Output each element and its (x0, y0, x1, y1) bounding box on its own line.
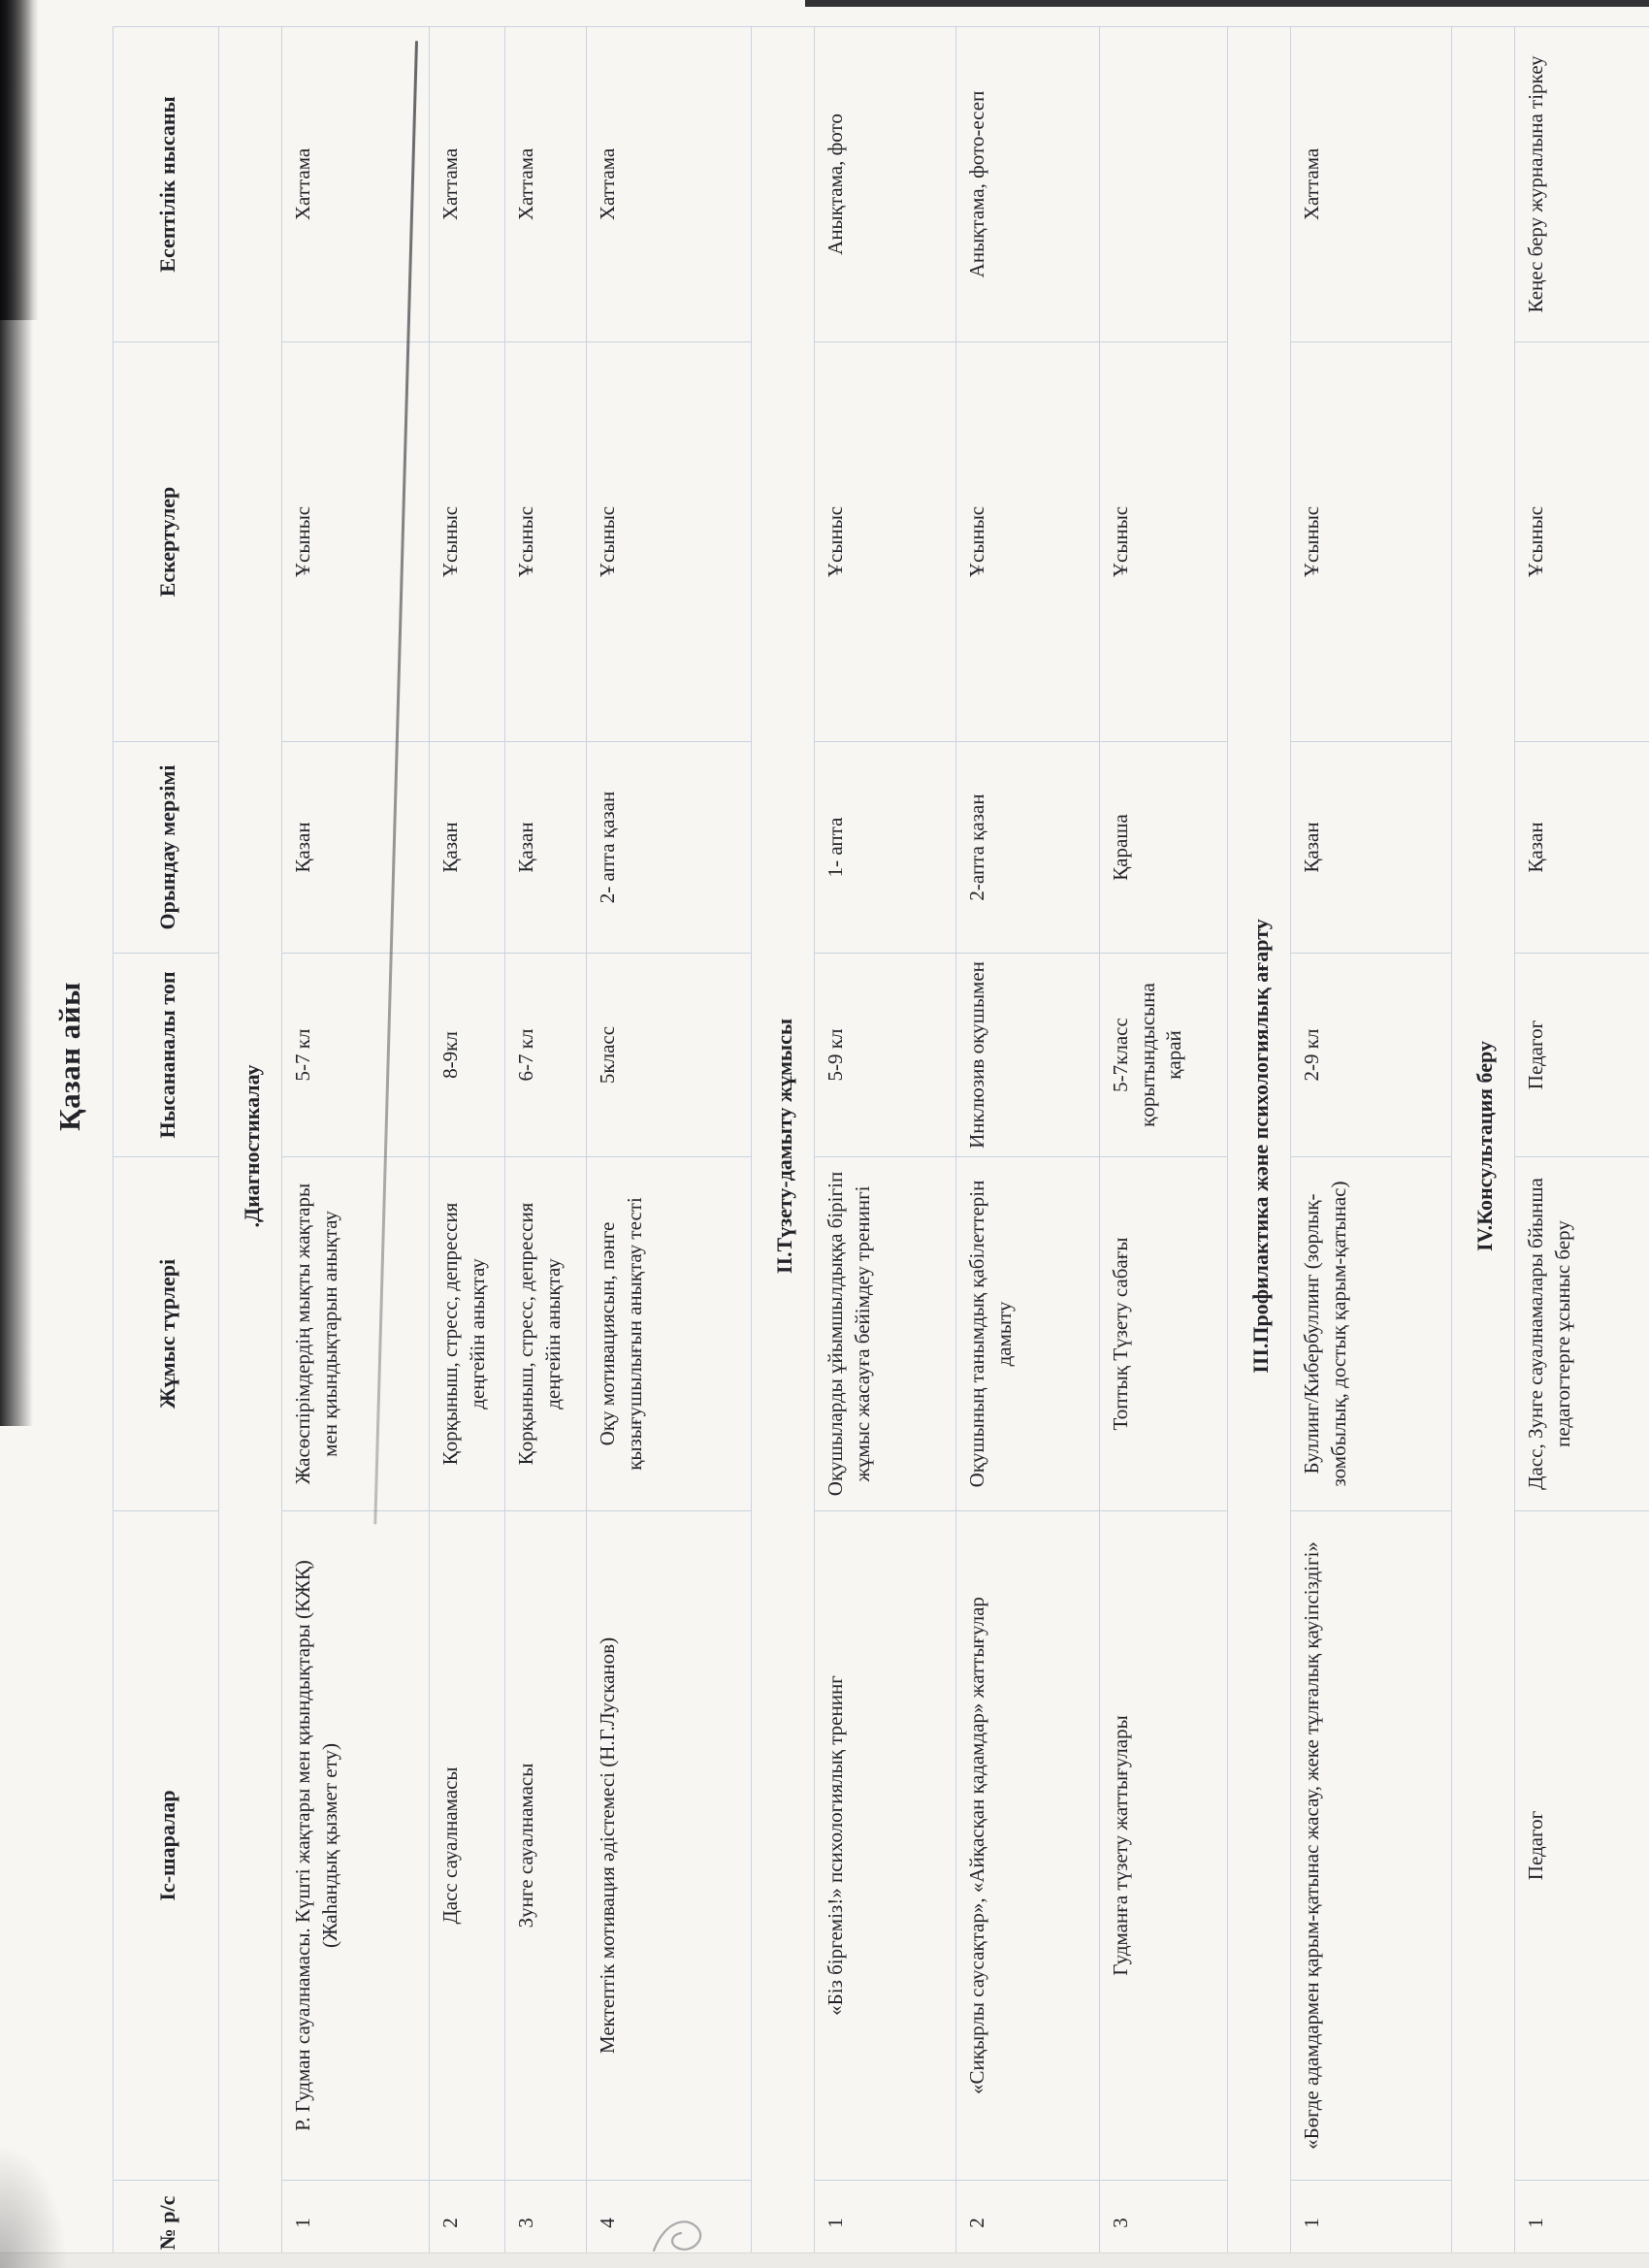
report-form-cell: Анықтама, фото-есеп (956, 27, 1100, 342)
term-cell: Қазан (282, 742, 430, 954)
column-header: Ескертулер (113, 342, 219, 742)
row-number-cell: 2 (430, 2181, 505, 2266)
target-group-cell: 8-9кл (430, 954, 505, 1157)
notes-cell: Ұсыныс (1291, 342, 1452, 742)
report-form-cell: Анықтама, фото (815, 27, 956, 342)
report-form-cell: Кеңес беру журналына тіркеу (1515, 27, 1649, 342)
column-header: Жұмыс түрлері (113, 1157, 219, 1511)
target-group-cell: 2-9 кл (1291, 954, 1452, 1157)
table-row (1291, 27, 1452, 2266)
work-type-cell: Оқу мотивациясын, пәнге қызығушылығын анықтау тесті (587, 1157, 752, 1511)
work-type-cell: Топтық Түзету сабағы (1100, 1157, 1228, 1511)
row-number-cell: 4 (587, 2181, 752, 2266)
work-type-cell: Дасс, Зунге сауалнамалары бйынша педагогтерге ұсыныс беру (1515, 1157, 1649, 1511)
term-cell: 1- апта (815, 742, 956, 954)
column-header: Іс-шаралар (113, 1511, 219, 2181)
table-row (587, 27, 752, 2266)
event-cell: Мектептік мотивация әдістемесі (Н.Г.Лусканов) (587, 1511, 752, 2181)
target-group-cell: Педагог (1515, 954, 1649, 1157)
target-group-cell: 5-9 кл (815, 954, 956, 1157)
notes-cell: Ұсыныс (430, 342, 505, 742)
column-header: Орындау мерзімі (113, 742, 219, 954)
section-header: .Диагностикалау (219, 27, 282, 2266)
work-type-cell: Жасөспірімдердің мықты жақтары мен қиындықтарын анықтау (282, 1157, 430, 1511)
row-number-cell: 3 (505, 2181, 587, 2266)
table-row (1100, 27, 1228, 2266)
section-row (752, 27, 815, 2266)
row-number-cell: 3 (1100, 2181, 1228, 2266)
row-number-cell: 1 (1291, 2181, 1452, 2266)
target-group-cell: Инклюзив оқушымен (956, 954, 1100, 1157)
table-header-row (113, 27, 219, 2266)
event-cell: Дасс сауалнамасы (430, 1511, 505, 2181)
column-header: Нысананалы топ (113, 954, 219, 1157)
section-header: III.Профилактика және психологиялық ағарту (1228, 27, 1291, 2266)
term-cell: 2- апта қазан (587, 742, 752, 954)
section-row (219, 27, 282, 2266)
term-cell: Қазан (505, 742, 587, 954)
table-row (505, 27, 587, 2266)
event-cell: «Сиқырлы саусақтар», «Айқасқан қадамдар» жаттығулар (956, 1511, 1100, 2181)
event-cell: «Біз біргеміз!» психологиялық тренинг (815, 1511, 956, 2181)
work-type-cell: Оқушыларды ұйымшылдыққа бірігіп жұмыс жасауға бейімдеу тренингі (815, 1157, 956, 1511)
table-row (815, 27, 956, 2266)
report-form-cell: Хаттама (587, 27, 752, 342)
report-form-cell: Хаттама (430, 27, 505, 342)
report-form-cell: Хаттама (282, 27, 430, 342)
target-group-cell: 5-7класс қорытындысына қарай (1100, 954, 1228, 1157)
table-row (956, 27, 1100, 2266)
row-number-cell: 1 (815, 2181, 956, 2266)
column-header: № р/с (113, 2181, 219, 2266)
notes-cell: Ұсыныс (1515, 342, 1649, 742)
table-row (1515, 27, 1649, 2266)
event-cell: Педагог (1515, 1511, 1649, 2181)
report-form-cell (1100, 27, 1228, 342)
term-cell: Қазан (1515, 742, 1649, 954)
table-row (430, 27, 505, 2266)
section-row (1452, 27, 1515, 2266)
report-form-cell: Хаттама (1291, 27, 1452, 342)
event-cell: Гудманға түзету жаттығулары (1100, 1511, 1228, 2181)
plan-table (113, 26, 1649, 2266)
event-cell: «Бөгде адамдармен қарым-қатынас жасау, жеке тұлғалық қауіпсіздігі» (1291, 1511, 1452, 2181)
report-form-cell: Хаттама (505, 27, 587, 342)
event-cell: Р. Гудман сауалнамасы. Күшті жақтары мен қиындықтары (КЖҚ) (Жаһандық қызмет ету) (282, 1511, 430, 2181)
section-header: II.Түзету-дамыту жұмысы (752, 27, 815, 2266)
column-header: Есептілік нысаны (113, 27, 219, 342)
page-title: Қазан айы (52, 982, 86, 1131)
target-group-cell: 6-7 кл (505, 954, 587, 1157)
term-cell: Қазан (430, 742, 505, 954)
row-number-cell: 1 (1515, 2181, 1649, 2266)
notes-cell: Ұсыныс (956, 342, 1100, 742)
term-cell: Қазан (1291, 742, 1452, 954)
work-type-cell: Буллинг/Кибербуллинг (зорлық-зомбылық, достық қарым-қатынас) (1291, 1157, 1452, 1511)
section-row (1228, 27, 1291, 2266)
work-type-cell: Қорқыныш, стресс, депрессия деңгейін анықтау (505, 1157, 587, 1511)
notes-cell: Ұсыныс (587, 342, 752, 742)
target-group-cell: 5-7 кл (282, 954, 430, 1157)
section-header: IV.Консультация беру (1452, 27, 1515, 2266)
notes-cell: Ұсыныс (505, 342, 587, 742)
work-type-cell: Қорқыныш, стресс, депрессия деңгейін анықтау (430, 1157, 505, 1511)
notes-cell: Ұсыныс (1100, 342, 1228, 742)
table-row (282, 27, 430, 2266)
target-group-cell: 5класс (587, 954, 752, 1157)
row-number-cell: 1 (282, 2181, 430, 2266)
notes-cell: Ұсыныс (282, 342, 430, 742)
term-cell: 2-апта қазан (956, 742, 1100, 954)
row-number-cell: 2 (956, 2181, 1100, 2266)
term-cell: Қараша (1100, 742, 1228, 954)
event-cell: Зунге сауалнамасы (505, 1511, 587, 2181)
work-type-cell: Оқушының танымдық қабілеттерін дамыту (956, 1157, 1100, 1511)
notes-cell: Ұсыныс (815, 342, 956, 742)
